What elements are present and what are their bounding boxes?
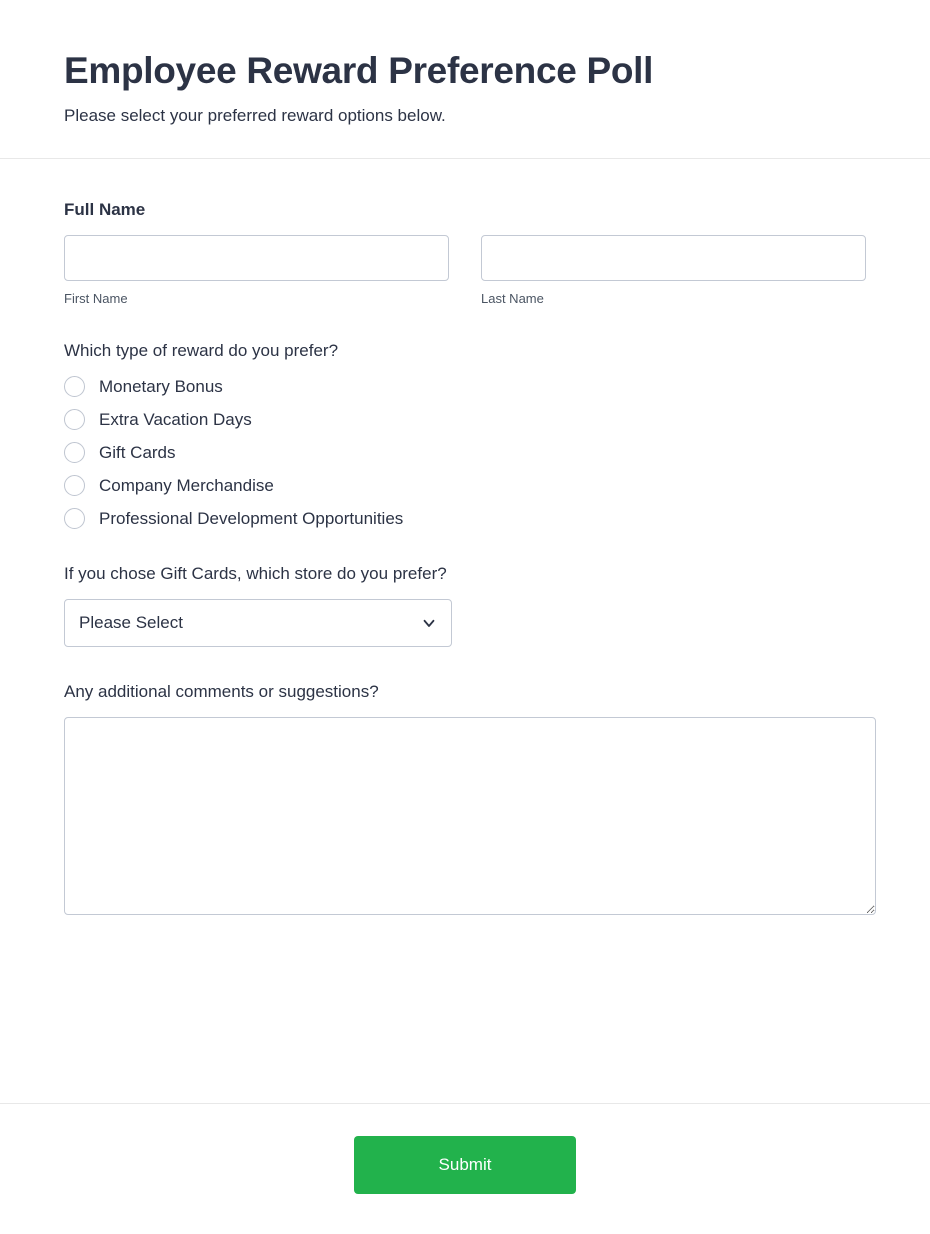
- radio-option-monetary-bonus[interactable]: [64, 376, 866, 397]
- radio-circle-icon[interactable]: [64, 409, 85, 430]
- radio-option-label: Extra Vacation Days: [99, 409, 252, 429]
- comments-textarea[interactable]: [64, 717, 876, 915]
- last-name-sublabel: Last Name: [481, 291, 544, 307]
- form-header: [0, 0, 930, 159]
- first-name-input[interactable]: [64, 235, 449, 281]
- last-name-input[interactable]: [481, 235, 866, 281]
- gift-card-store-select[interactable]: Please Select: [64, 599, 452, 647]
- page-title: Employee Reward Preference Poll: [64, 50, 654, 91]
- submit-button[interactable]: Submit: [354, 1136, 576, 1194]
- radio-circle-icon[interactable]: [64, 475, 85, 496]
- reward-type-field: [64, 340, 866, 529]
- gift-card-store-select-wrapper[interactable]: [64, 599, 452, 647]
- first-name-sublabel: First Name: [64, 291, 128, 307]
- radio-option-company-merchandise[interactable]: [64, 475, 866, 496]
- gift-card-store-field: [64, 563, 866, 647]
- radio-circle-icon[interactable]: [64, 508, 85, 529]
- comments-label: Any additional comments or suggestions?: [64, 682, 379, 702]
- reward-type-label: Which type of reward do you prefer?: [64, 341, 339, 361]
- full-name-field: [64, 199, 866, 306]
- radio-circle-icon[interactable]: [64, 376, 85, 397]
- form-footer: [0, 1103, 930, 1234]
- page-subtitle: Please select your preferred reward options below.: [64, 106, 446, 126]
- radio-circle-icon[interactable]: [64, 442, 85, 463]
- radio-option-label: Monetary Bonus: [99, 376, 223, 396]
- comments-field: [64, 681, 866, 915]
- gift-card-store-label: If you chose Gift Cards, which store do you prefer?: [64, 564, 447, 584]
- radio-option-gift-cards[interactable]: [64, 442, 866, 463]
- full-name-label: Full Name: [64, 200, 146, 220]
- first-name-column: [64, 235, 449, 306]
- radio-option-extra-vacation-days[interactable]: [64, 409, 866, 430]
- radio-option-label: Gift Cards: [99, 442, 176, 462]
- name-row: [64, 235, 866, 306]
- form-body: [0, 159, 930, 1103]
- radio-option-label: Company Merchandise: [99, 475, 274, 495]
- radio-option-label: Professional Development Opportunities: [99, 508, 404, 528]
- last-name-column: [481, 235, 866, 306]
- radio-option-professional-development[interactable]: [64, 508, 866, 529]
- reward-type-radio-group: [64, 376, 866, 529]
